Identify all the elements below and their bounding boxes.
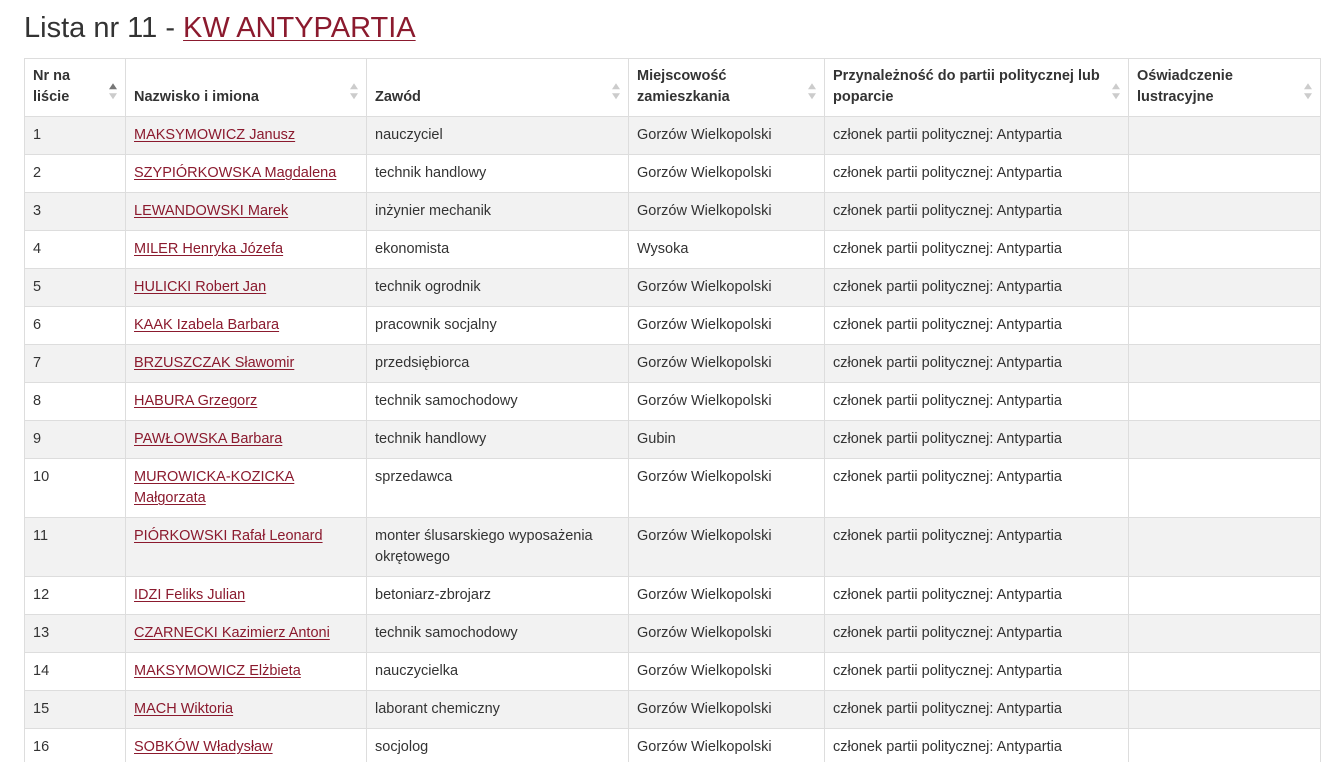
cell-job: laborant chemiczny [367,691,629,729]
cell-lustration [1129,615,1321,653]
table-row [25,231,1321,269]
candidate-link[interactable]: HULICKI Robert Jan [134,279,267,295]
cell-lustration [1129,421,1321,459]
cell-lustration [1129,518,1321,577]
cell-party: członek partii politycznej: Antypartia [825,269,1129,307]
column-header-label: Miejscowość zamieszkania [637,68,730,105]
candidate-link[interactable]: LEWANDOWSKI Marek [134,203,289,219]
column-header-job[interactable] [367,59,629,117]
cell-lustration [1129,231,1321,269]
cell-name [126,383,367,421]
cell-party: członek partii politycznej: Antypartia [825,117,1129,155]
cell-name [126,421,367,459]
table-row [25,421,1321,459]
cell-name [126,518,367,577]
cell-job: nauczyciel [367,117,629,155]
cell-lustration [1129,155,1321,193]
table-row [25,383,1321,421]
cell-city: Gorzów Wielkopolski [629,155,825,193]
table-row [25,518,1321,577]
cell-nr: 12 [25,577,126,615]
cell-nr: 16 [25,729,126,762]
table-row [25,615,1321,653]
cell-city: Gorzów Wielkopolski [629,518,825,577]
cell-city: Gorzów Wielkopolski [629,577,825,615]
column-header-label: Nazwisko i imiona [134,89,259,105]
cell-job: ekonomista [367,231,629,269]
cell-city: Gorzów Wielkopolski [629,615,825,653]
column-header-label: Przynależność do partii politycznej lub poparcie [833,68,1100,105]
cell-city: Wysoka [629,231,825,269]
cell-name [126,193,367,231]
table-row [25,193,1321,231]
candidates-table [24,58,1321,762]
cell-name [126,345,367,383]
cell-name [126,615,367,653]
cell-job: sprzedawca [367,459,629,518]
table-row [25,155,1321,193]
cell-party: członek partii politycznej: Antypartia [825,383,1129,421]
candidate-link[interactable]: CZARNECKI Kazimierz Antoni [134,625,330,641]
candidate-link[interactable]: SZYPIÓRKOWSKA Magdalena [134,165,337,181]
candidate-link[interactable]: KAAK Izabela Barbara [134,317,280,333]
table-row [25,117,1321,155]
cell-city: Gorzów Wielkopolski [629,383,825,421]
cell-lustration [1129,117,1321,155]
cell-party: członek partii politycznej: Antypartia [825,577,1129,615]
cell-city: Gorzów Wielkopolski [629,307,825,345]
cell-party: członek partii politycznej: Antypartia [825,345,1129,383]
cell-city: Gorzów Wielkopolski [629,193,825,231]
cell-party: członek partii politycznej: Antypartia [825,653,1129,691]
sort-arrows-icon [1112,83,1120,99]
cell-party: członek partii politycznej: Antypartia [825,193,1129,231]
sort-arrows-icon [808,83,816,99]
cell-lustration [1129,459,1321,518]
cell-nr: 1 [25,117,126,155]
page-title-prefix: Lista nr 11 - [24,12,184,44]
cell-name [126,155,367,193]
table-row [25,459,1321,518]
cell-job: technik samochodowy [367,383,629,421]
cell-job: technik ogrodnik [367,269,629,307]
table-row [25,691,1321,729]
cell-nr: 4 [25,231,126,269]
cell-name [126,729,367,762]
sort-arrows-icon [1304,83,1312,99]
cell-lustration [1129,729,1321,762]
cell-party: członek partii politycznej: Antypartia [825,518,1129,577]
column-header-nr[interactable] [25,59,126,117]
cell-party: członek partii politycznej: Antypartia [825,615,1129,653]
cell-party: członek partii politycznej: Antypartia [825,421,1129,459]
cell-name [126,307,367,345]
cell-lustration [1129,653,1321,691]
column-header-label: Zawód [375,89,421,105]
committee-link[interactable]: KW ANTYPARTIA [183,12,416,44]
candidate-link[interactable]: MILER Henryka Józefa [134,241,284,257]
cell-city: Gorzów Wielkopolski [629,117,825,155]
table-row [25,345,1321,383]
candidate-link[interactable]: MAKSYMOWICZ Janusz [134,127,296,143]
cell-city: Gorzów Wielkopolski [629,459,825,518]
sort-arrows-icon [109,83,117,99]
cell-job: technik samochodowy [367,615,629,653]
cell-name [126,269,367,307]
cell-name [126,577,367,615]
cell-nr: 10 [25,459,126,518]
candidate-link[interactable]: MUROWICKA-KOZICKA Małgorzata [134,469,295,506]
table-row [25,307,1321,345]
cell-party: członek partii politycznej: Antypartia [825,691,1129,729]
cell-city: Gorzów Wielkopolski [629,729,825,762]
header-row [25,59,1321,117]
column-header-label: Oświadczenie lustracyjne [1137,68,1233,105]
table-header [25,59,1321,117]
column-header-lustration[interactable] [1129,59,1321,117]
cell-nr: 13 [25,615,126,653]
cell-city: Gorzów Wielkopolski [629,691,825,729]
cell-job: technik handlowy [367,421,629,459]
cell-nr: 2 [25,155,126,193]
cell-nr: 3 [25,193,126,231]
cell-party: członek partii politycznej: Antypartia [825,307,1129,345]
cell-lustration [1129,691,1321,729]
cell-job: socjolog [367,729,629,762]
candidate-link[interactable]: MAKSYMOWICZ Elżbieta [134,663,301,679]
cell-nr: 9 [25,421,126,459]
cell-job: pracownik socjalny [367,307,629,345]
candidate-link[interactable]: BRZUSZCZAK Sławomir [134,355,295,371]
column-header-party[interactable] [825,59,1129,117]
cell-nr: 5 [25,269,126,307]
cell-lustration [1129,269,1321,307]
page-title [24,8,416,48]
cell-name [126,231,367,269]
table-row [25,269,1321,307]
cell-city: Gorzów Wielkopolski [629,653,825,691]
cell-job: inżynier mechanik [367,193,629,231]
cell-lustration [1129,345,1321,383]
table-row [25,653,1321,691]
cell-lustration [1129,193,1321,231]
cell-city: Gorzów Wielkopolski [629,345,825,383]
cell-nr: 11 [25,518,126,577]
candidate-link[interactable]: PIÓRKOWSKI Rafał Leonard [134,528,323,544]
cell-lustration [1129,307,1321,345]
cell-party: członek partii politycznej: Antypartia [825,729,1129,762]
table-body [25,117,1321,762]
column-header-city[interactable] [629,59,825,117]
cell-name [126,117,367,155]
cell-nr: 15 [25,691,126,729]
cell-job: nauczycielka [367,653,629,691]
cell-nr: 8 [25,383,126,421]
column-header-label: Nr na liście [33,68,71,105]
cell-lustration [1129,383,1321,421]
candidate-link[interactable]: SOBKÓW Władysław [134,739,273,755]
cell-nr: 14 [25,653,126,691]
cell-nr: 7 [25,345,126,383]
cell-job: przedsiębiorca [367,345,629,383]
cell-party: członek partii politycznej: Antypartia [825,155,1129,193]
cell-city: Gubin [629,421,825,459]
cell-city: Gorzów Wielkopolski [629,269,825,307]
sort-arrows-icon [612,83,620,99]
table-row [25,729,1321,762]
cell-name [126,691,367,729]
cell-party: członek partii politycznej: Antypartia [825,459,1129,518]
cell-nr: 6 [25,307,126,345]
cell-name [126,459,367,518]
cell-lustration [1129,577,1321,615]
cell-job: monter ślusarskiego wyposażenia okrętowego [367,518,629,577]
cell-party: członek partii politycznej: Antypartia [825,231,1129,269]
table-row [25,577,1321,615]
candidate-link[interactable]: HABURA Grzegorz [134,393,258,409]
cell-job: betoniarz-zbrojarz [367,577,629,615]
column-header-name[interactable] [126,59,367,117]
candidate-link[interactable]: PAWŁOWSKA Barbara [134,431,283,447]
candidate-link[interactable]: MACH Wiktoria [134,701,234,717]
cell-job: technik handlowy [367,155,629,193]
cell-name [126,653,367,691]
sort-arrows-icon [350,83,358,99]
candidate-link[interactable]: IDZI Feliks Julian [134,587,246,603]
